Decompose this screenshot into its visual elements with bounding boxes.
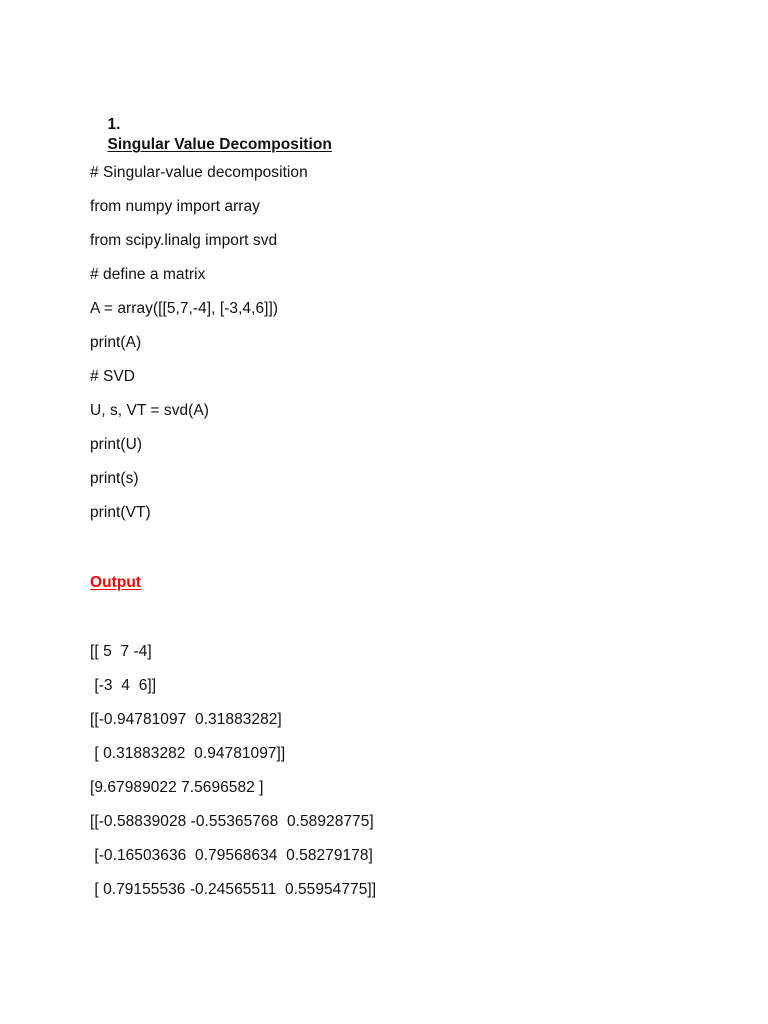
section-number: 1. <box>107 116 121 133</box>
output-line: [[ 5 7 -4] <box>90 643 152 660</box>
code-line: print(A) <box>90 334 142 351</box>
output-line: [[-0.58839028 -0.55365768 0.58928775] <box>90 813 374 830</box>
code-line: # define a matrix <box>90 266 206 283</box>
output-line: [ 0.79155536 -0.24565511 0.55954775]] <box>90 881 377 898</box>
section-title: Singular Value Decomposition <box>107 136 332 153</box>
code-line: # SVD <box>90 368 136 385</box>
output-line: [9.67989022 7.5696582 ] <box>90 779 264 796</box>
output-line: [ 0.31883282 0.94781097]] <box>90 745 286 762</box>
output-label: Output <box>90 574 142 591</box>
code-line: print(s) <box>90 470 139 487</box>
code-line: # Singular-value decomposition <box>90 164 308 181</box>
code-line: A = array([[5,7,-4], [-3,4,6]]) <box>90 300 279 317</box>
output-line: [-3 4 6]] <box>90 677 157 694</box>
code-line: from numpy import array <box>90 198 260 215</box>
output-line: [[-0.94781097 0.31883282] <box>90 711 282 728</box>
code-line: U, s, VT = svd(A) <box>90 402 209 419</box>
output-line: [-0.16503636 0.79568634 0.58279178] <box>90 847 373 864</box>
code-line: print(U) <box>90 436 143 453</box>
code-line: print(VT) <box>90 504 151 521</box>
code-line: from scipy.linalg import svd <box>90 232 278 249</box>
